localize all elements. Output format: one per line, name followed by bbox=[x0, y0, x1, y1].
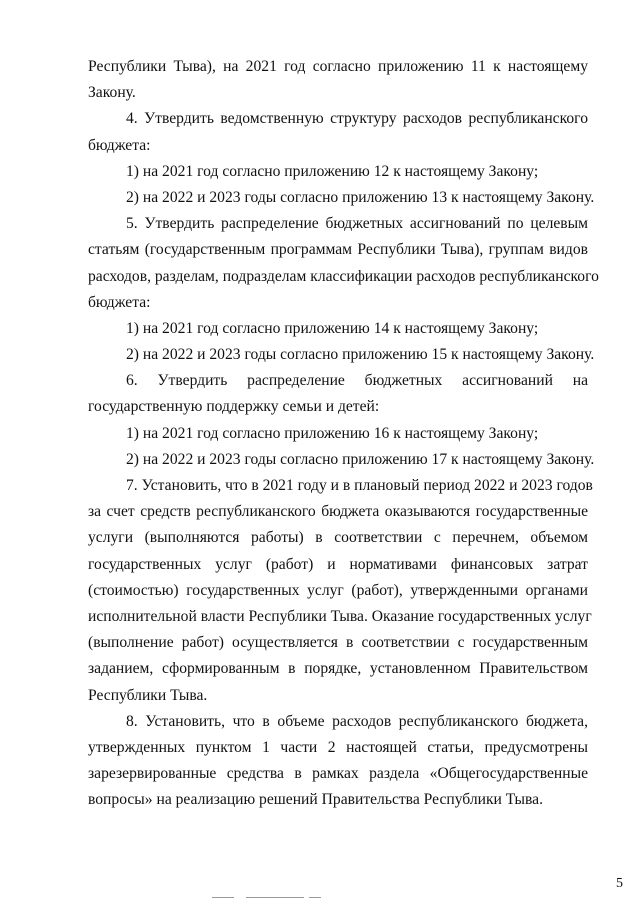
text-line: Республики Тыва), на 2021 год согласно приложению 11 к настоящему bbox=[88, 58, 588, 75]
text-line: 5. Утвердить распределение бюджетных ассигнований по целевым bbox=[126, 215, 588, 233]
document-body bbox=[88, 54, 599, 813]
text-line: государственных услуг (работ) и нормативами финансовых затрат bbox=[88, 555, 588, 573]
text-line: статьям (государственным программам Республики Тыва), группам видов bbox=[88, 241, 588, 259]
scan-artifact bbox=[246, 897, 304, 898]
text-line: 1) на 2021 год согласно приложению 14 к настоящему Закону; bbox=[126, 319, 539, 337]
text-line: исполнительной власти Республики Тыва. Оказание государственных услуг bbox=[88, 607, 592, 625]
text-line: 2) на 2022 и 2023 годы согласно приложению 13 к настоящему Закону. bbox=[126, 188, 595, 206]
text-line: 2) на 2022 и 2023 годы согласно приложению 15 к настоящему Закону. bbox=[126, 346, 595, 364]
text-line: 6. Утвердить распределение бюджетных ассигнований на bbox=[126, 372, 588, 390]
text-line: 4. Утвердить ведомственную структуру расходов республиканского bbox=[126, 110, 588, 128]
text-line: зарезервированные средства в рамках раздела «Общегосударственные bbox=[88, 765, 588, 783]
text-line: 1) на 2021 год согласно приложению 16 к настоящему Закону; bbox=[126, 424, 539, 442]
text-line: 7. Установить, что в 2021 году и в плановый период 2022 и 2023 годов bbox=[126, 477, 593, 494]
text-line: за счет средств республиканского бюджета оказываются государственные bbox=[88, 503, 588, 521]
text-line: 2) на 2022 и 2023 годы согласно приложению 17 к настоящему Закону. bbox=[126, 450, 595, 468]
text-line: 8. Установить, что в объеме расходов республиканского бюджета, bbox=[126, 712, 588, 730]
text-line: государственную поддержку семьи и детей: bbox=[88, 398, 380, 416]
scan-artifact bbox=[309, 897, 321, 898]
text-line: услуги (выполняются работы) в соответствии с перечнем, объемом bbox=[88, 529, 588, 547]
text-line: 1) на 2021 год согласно приложению 12 к настоящему Закону; bbox=[126, 162, 539, 180]
text-line: (стоимостью) государственных услуг (работ), утвержденными органами bbox=[88, 581, 588, 599]
text-line: бюджета: bbox=[88, 136, 151, 154]
scan-artifact bbox=[212, 897, 234, 898]
text-line: Закону. bbox=[88, 84, 136, 102]
text-line: расходов, разделам, подразделам классификации расходов республиканского bbox=[88, 267, 599, 285]
page-number: 5 bbox=[616, 876, 623, 891]
text-line: бюджета: bbox=[88, 293, 151, 311]
text-line: заданием, сформированным в порядке, установленном Правительством bbox=[88, 660, 588, 678]
text-line: вопросы» на реализацию решений Правительства Республики Тыва. bbox=[88, 791, 543, 809]
text-line: (выполнение работ) осуществляется в соответствии с государственным bbox=[88, 634, 588, 652]
text-line: утвержденных пунктом 1 части 2 настоящей статьи, предусмотрены bbox=[88, 738, 588, 756]
text-line: Республики Тыва. bbox=[88, 686, 208, 704]
